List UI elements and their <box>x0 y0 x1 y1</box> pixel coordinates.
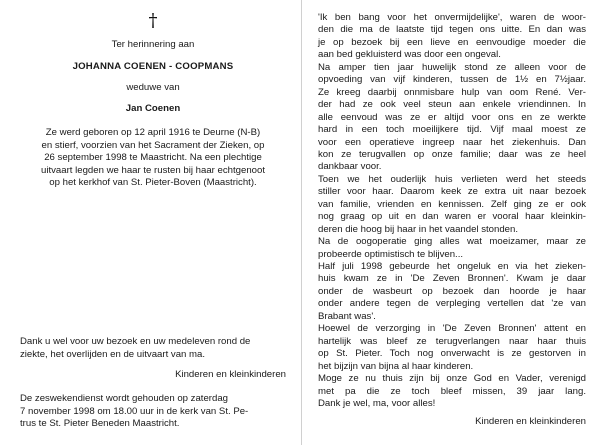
eulogy-line: aan bed gekluisterd was door een ongeval. <box>318 49 501 61</box>
eulogy-line: Ze kreeg daarbij onnmisbare hulp van oom René. Ver- <box>318 86 586 98</box>
eulogy-line: onder de wasbeurt op bezoek dan hoorde je haar <box>318 285 586 297</box>
eulogy-line: 'Ik ben bang voor het onvermijdelijke', waren de woor- <box>318 12 586 23</box>
eulogy-line: Half juli 1998 gebeurde het ongeluk en via het zieken- <box>318 261 586 272</box>
eulogy-line: opvoeding van vijf kinderen, tussen de 1½ en 7½jaar. <box>318 74 586 86</box>
eulogy-line: nog graag op uit en dan waren er vooral haar kleinkin- <box>318 211 586 223</box>
eulogy-line: je op bezoek bij een lieve en eenvoudige moeder die <box>318 36 586 48</box>
eulogy-line: Dank je wel, ma, voor alles! <box>318 397 436 409</box>
left-panel <box>20 12 286 437</box>
eulogy-line: der had ze ook veel steun aan enkele vriendinnen. In <box>318 99 586 111</box>
eulogy-line: alle eenvoud was ze er altijd voor ons en ze werkte <box>318 111 586 123</box>
in-memory-text: Ter herinnering aan <box>111 39 195 50</box>
eulogy-line: probeerde optimistisch te blijven... <box>318 248 464 260</box>
eulogy-line: voor een operatieve ingreep naar het ziekenhuis. Dan <box>318 136 586 148</box>
eulogy-line: met pa die ze toch bleef missen, 39 jaar lang. <box>318 385 586 397</box>
thanks-line: Dank u wel voor uw bezoek en uw medeleven rond de <box>20 336 251 347</box>
biography-line: Ze werd geboren op 12 april 1916 te Deurne (N-B) <box>45 127 261 138</box>
biography-line: en stierf, voorzien van het Sacrament der Zieken, op <box>41 139 265 151</box>
eulogy-line: huis kwam ze in 'De Zeven Bronnen'. Kwam je daar <box>318 273 586 285</box>
eulogy-signature: Kinderen en kleinkinderen <box>475 416 586 427</box>
eulogy-line: het bijzijn van bijna al haar kinderen. <box>318 360 474 372</box>
thanks-signature: Kinderen en kleinkinderen <box>175 369 286 380</box>
eulogy-line: hartelijk was bleef ze terugverlangen naar haar thuis <box>318 335 586 347</box>
eulogy-line: hard in een toch moeilijkere tijd. Vijf maal moest ze <box>318 124 586 136</box>
cross-icon: † <box>148 10 158 31</box>
mass-line: trus te St. Pieter Beneden Maastricht. <box>20 418 180 429</box>
biography-line: uitvaart legden we haar te rusten bij haar echtgenoot <box>40 164 265 176</box>
eulogy-line: van familie, vrienden en kennissen. Zelf ging ze er ook <box>318 198 586 210</box>
eulogy-line: Toen we het ouderlijk huis verlieten werd het steeds <box>318 173 586 185</box>
mass-line: 7 november 1998 om 18.00 uur in de kerk van St. Pe- <box>20 405 249 417</box>
eulogy-line: dankbaar voor. <box>318 161 382 173</box>
husband-name: Jan Coenen <box>125 103 181 114</box>
biography-line: 26 september 1998 te Maastricht. Na een plechtige <box>44 152 262 163</box>
right-panel <box>318 12 586 437</box>
deceased-name: JOHANNA COENEN - COOPMANS <box>72 61 234 72</box>
eulogy-line: Na de oogoperatie ging alles wat moeizamer, maar ze <box>318 236 586 248</box>
eulogy-line: stiller voor haar. Daarom keek ze extra uit naar bezoek <box>318 186 586 198</box>
mass-line: De zeswekendienst wordt gehouden op zaterdag <box>20 393 229 404</box>
fold-divider <box>301 0 302 445</box>
eulogy-line: Moge ze nu thuis zijn bij onze God en Vader, verenigd <box>318 373 586 385</box>
eulogy-line: den die ma de laatste tijd tegen ons uitte. En dan was <box>318 24 586 36</box>
eulogy-line: Na amper tien jaar huwelijk stond ze alleen voor de <box>318 61 586 73</box>
eulogy-line: kon ze terugvallen op onze familie; daar was ze heel <box>318 148 586 160</box>
thanks-line: ziekte, het overlijden en de uitvaart van ma. <box>20 348 206 360</box>
eulogy-line: Brabant was'. <box>318 310 376 322</box>
eulogy-line: onder andere tegen de verpleging vertellen dat 'ze van <box>318 298 586 310</box>
widow-of-text: weduwe van <box>126 82 180 93</box>
eulogy-line: deren die hoog bij haar in het vaandel stonden. <box>318 223 519 235</box>
eulogy-line: op St. Pieter. Toch nog onverwacht is ze gestorven in <box>318 348 586 360</box>
biography-line: op het kerkhof van St. Pieter-Boven (Maastricht). <box>49 177 257 188</box>
eulogy-line: Hoewel de verzorging in 'De Zeven Bronnen' attent en <box>318 323 586 335</box>
